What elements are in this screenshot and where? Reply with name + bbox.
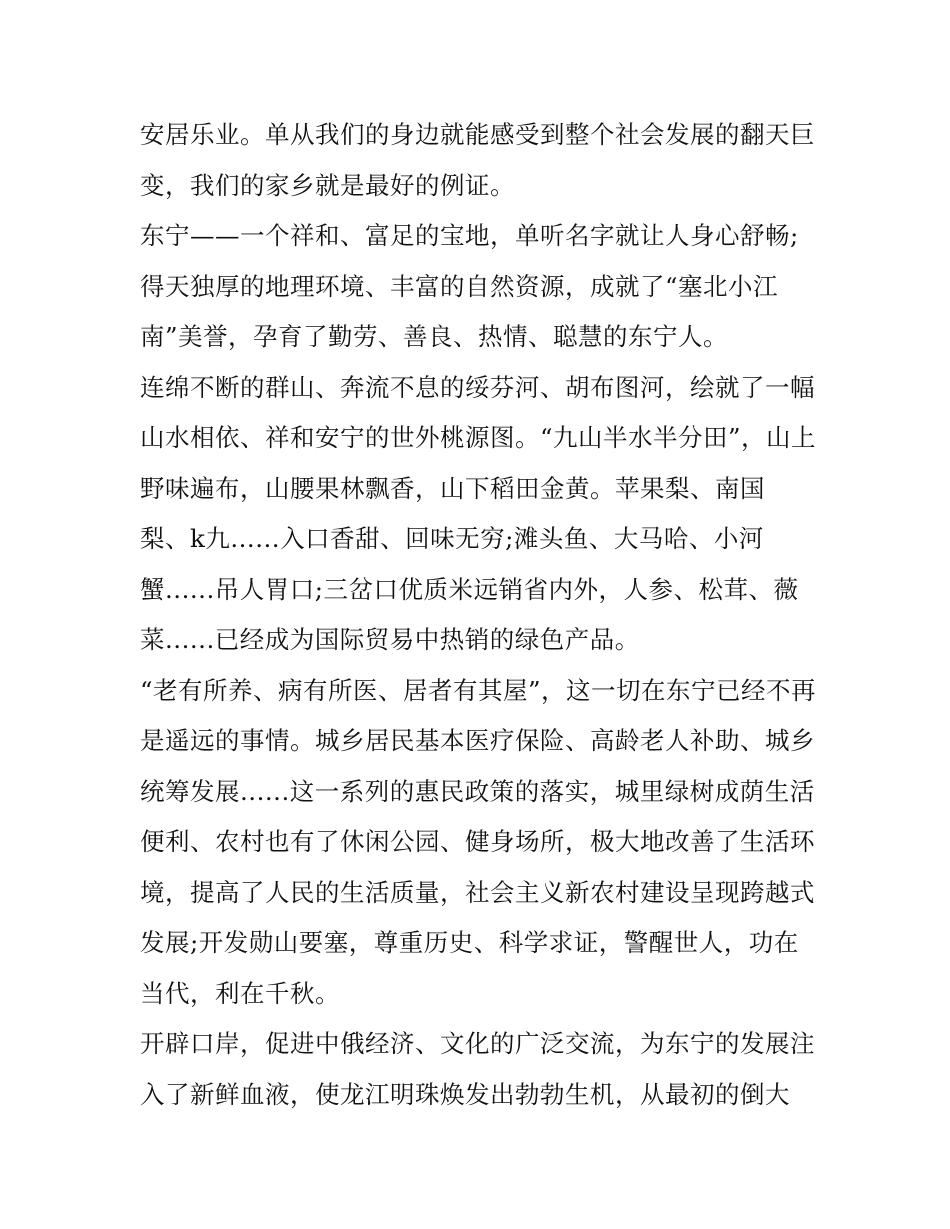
text-line: 统筹发展......这一系列的惠民政策的落实，城里绿树成荫生活 xyxy=(140,776,815,806)
text-line: 蟹......吊人胃口;三岔口优质米远销省内外，人参、松茸、薇 xyxy=(140,574,799,604)
text-line: 变，我们的家乡就是最好的例证。 xyxy=(140,170,515,200)
text-line: 东宁——一个祥和、富足的宝地，单听名字就让人身心舒畅; xyxy=(140,221,799,250)
document-body xyxy=(140,110,820,1120)
text-line: 野味遍布，山腰果林飘香，山下稻田金黄。苹果梨、南国 xyxy=(140,473,765,503)
text-line: 梨、k九......入口香甜、回味无穷;滩头鱼、大马哈、小河 xyxy=(140,524,764,553)
text-line: 便利、农村也有了休闲公园、健身场所，极大地改善了生活环 xyxy=(140,827,815,856)
text-line: 安居乐业。单从我们的身边就能感受到整个社会发展的翻天巨 xyxy=(140,120,815,149)
text-line: 得天独厚的地理环境、丰富的自然资源，成就了“塞北小江 xyxy=(140,271,779,301)
text-line: “老有所养、病有所医、居者有其屋”，这一切在东宁已经不再 xyxy=(140,675,817,705)
text-line: 发展;开发勋山要塞，尊重历史、科学求证，警醒世人，功在 xyxy=(140,928,799,957)
text-line: 南”美誉，孕育了勤劳、善良、热情、聪慧的东宁人。 xyxy=(140,322,729,351)
text-line: 连绵不断的群山、奔流不息的绥芬河、胡布图河，绘就了一幅 xyxy=(140,372,815,402)
text-line: 是遥远的事情。城乡居民基本医疗保险、高龄老人补助、城乡 xyxy=(140,726,815,755)
text-line: 山水相依、祥和安宁的世外桃源图。“九山半水半分田”，山上 xyxy=(140,423,817,452)
text-line: 境，提高了人民的生活质量，社会主义新农村建设呈现跨越式 xyxy=(140,877,815,907)
text-line: 菜......已经成为国际贸易中热销的绿色产品。 xyxy=(140,625,640,654)
text-line: 当代，利在千秋。 xyxy=(140,978,340,1008)
text-line: 入了新鲜血液，使龙江明珠焕发出勃勃生机，从最初的倒大 xyxy=(140,1079,790,1109)
text-line: 开辟口岸，促进中俄经济、文化的广泛交流，为东宁的发展注 xyxy=(140,1029,815,1058)
